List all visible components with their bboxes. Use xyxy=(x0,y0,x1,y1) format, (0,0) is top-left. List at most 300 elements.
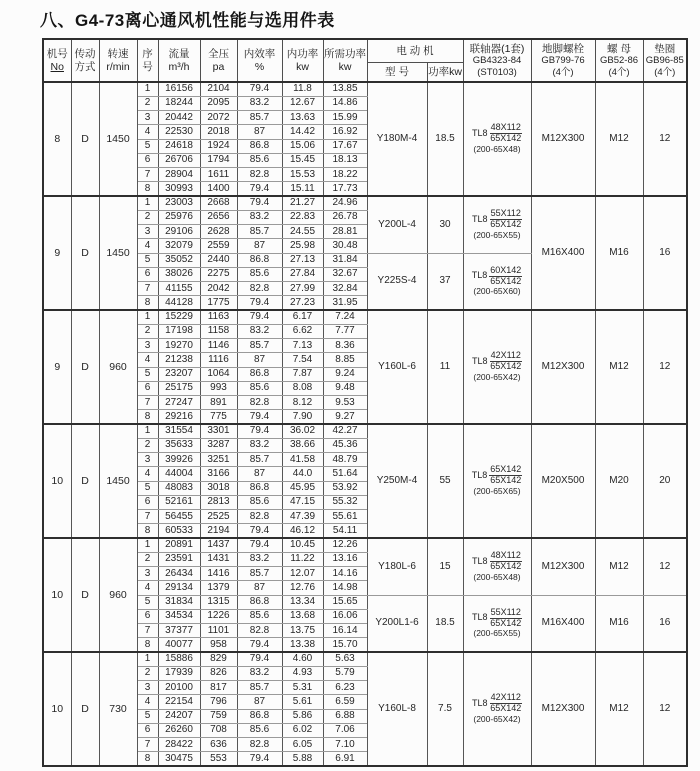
cell-seq: 6 xyxy=(137,723,158,737)
cell-motor-model: Y160L-6 xyxy=(367,310,427,424)
coupling-top: 48X112 xyxy=(490,122,521,133)
header-text: GB96-85 xyxy=(645,55,684,67)
coupling-spec xyxy=(464,266,531,287)
cell-pressure: 2656 xyxy=(200,210,237,224)
cell-flow: 56455 xyxy=(158,510,200,524)
cell-pressure: 2194 xyxy=(200,524,237,538)
cell-coupling xyxy=(463,652,531,766)
cell-motor-power: 11 xyxy=(427,310,463,424)
cell-flow: 41155 xyxy=(158,282,200,296)
cell-flow: 23591 xyxy=(158,552,200,566)
cell-bolt: M16X400 xyxy=(531,595,595,652)
cell-required-power: 6.23 xyxy=(323,681,367,695)
cell-seq: 8 xyxy=(137,296,158,310)
cell-seq: 4 xyxy=(137,353,158,367)
cell-flow: 35052 xyxy=(158,253,200,267)
cell-seq: 1 xyxy=(137,310,158,324)
header-text: 流量 xyxy=(168,48,190,61)
cell-internal-power: 8.08 xyxy=(282,381,323,395)
cell-seq: 7 xyxy=(137,510,158,524)
cell-internal-power: 12.07 xyxy=(282,567,323,581)
cell-internal-power: 25.98 xyxy=(282,239,323,253)
cell-seq: 8 xyxy=(137,524,158,538)
cell-motor-power: 18.5 xyxy=(427,595,463,652)
cell-seq: 3 xyxy=(137,225,158,239)
header-text: pa xyxy=(212,60,225,73)
header-text: 转速 xyxy=(107,48,129,61)
cell-flow: 32079 xyxy=(158,239,200,253)
cell-flow: 29134 xyxy=(158,581,200,595)
coupling-note: (200-65X55) xyxy=(473,229,521,240)
cell-internal-power: 47.15 xyxy=(282,495,323,509)
cell-seq: 5 xyxy=(137,595,158,609)
header-text: m³/h xyxy=(168,60,190,73)
header-text: 号 xyxy=(142,60,153,73)
cell-drive: D xyxy=(71,652,99,766)
cell-coupling xyxy=(463,424,531,538)
cell-pressure: 2559 xyxy=(200,239,237,253)
table-row xyxy=(43,310,687,324)
cell-seq: 7 xyxy=(137,168,158,182)
cell-efficiency: 87 xyxy=(237,353,282,367)
cell-flow: 40077 xyxy=(158,638,200,652)
cell-efficiency: 82.8 xyxy=(237,624,282,638)
cell-speed: 1450 xyxy=(99,82,137,196)
cell-seq: 7 xyxy=(137,282,158,296)
cell-internal-power: 12.67 xyxy=(282,96,323,110)
cell-efficiency: 86.8 xyxy=(237,595,282,609)
cell-internal-power: 5.61 xyxy=(282,695,323,709)
coupling-note: (200-65X48) xyxy=(473,144,521,155)
cell-efficiency: 79.4 xyxy=(237,410,282,424)
cell-pressure: 2813 xyxy=(200,495,237,509)
table-row xyxy=(43,196,687,210)
col-header-washer xyxy=(643,39,687,82)
cell-efficiency: 86.8 xyxy=(237,709,282,723)
coupling-prefix: TL8 xyxy=(471,270,488,281)
cell-efficiency: 83.2 xyxy=(237,666,282,680)
cell-efficiency: 85.7 xyxy=(237,225,282,239)
cell-pressure: 2072 xyxy=(200,111,237,125)
coupling-bottom: 65X142 xyxy=(490,561,522,572)
table-row xyxy=(43,82,687,96)
cell-motor-model: Y200L-4 xyxy=(367,196,427,253)
cell-coupling xyxy=(463,82,531,196)
cell-flow: 35633 xyxy=(158,438,200,452)
header-text: 传动 xyxy=(74,48,96,61)
cell-pressure: 1416 xyxy=(200,567,237,581)
cell-pressure: 1315 xyxy=(200,595,237,609)
header-text: 全压 xyxy=(208,48,229,61)
cell-flow: 21238 xyxy=(158,353,200,367)
header-text: (4个) xyxy=(608,66,630,78)
table-row xyxy=(43,595,687,609)
cell-efficiency: 85.7 xyxy=(237,339,282,353)
cell-drive: D xyxy=(71,82,99,196)
cell-pressure: 1775 xyxy=(200,296,237,310)
cell-pressure: 2018 xyxy=(200,125,237,139)
cell-flow: 26260 xyxy=(158,723,200,737)
cell-seq: 6 xyxy=(137,267,158,281)
cell-required-power: 17.67 xyxy=(323,139,367,153)
cell-flow: 29216 xyxy=(158,410,200,424)
cell-seq: 5 xyxy=(137,481,158,495)
coupling-spec xyxy=(464,693,531,714)
cell-coupling xyxy=(463,310,531,424)
cell-bolt: M12X300 xyxy=(531,82,595,196)
cell-pressure: 3166 xyxy=(200,467,237,481)
cell-internal-power: 5.86 xyxy=(282,709,323,723)
cell-flow: 23003 xyxy=(158,196,200,210)
cell-internal-power: 6.05 xyxy=(282,738,323,752)
cell-seq: 6 xyxy=(137,495,158,509)
cell-internal-power: 11.22 xyxy=(282,552,323,566)
cell-pressure: 958 xyxy=(200,638,237,652)
cell-required-power: 6.91 xyxy=(323,752,367,766)
cell-seq: 1 xyxy=(137,82,158,96)
cell-washer: 20 xyxy=(643,424,687,538)
table-body xyxy=(43,82,687,766)
coupling-fraction xyxy=(490,209,522,230)
cell-efficiency: 85.6 xyxy=(237,609,282,623)
cell-required-power: 30.48 xyxy=(323,239,367,253)
cell-internal-power: 22.83 xyxy=(282,210,323,224)
cell-required-power: 5.79 xyxy=(323,666,367,680)
coupling-fraction xyxy=(490,608,522,629)
cell-seq: 5 xyxy=(137,709,158,723)
cell-nut: M12 xyxy=(595,538,643,595)
cell-required-power: 16.06 xyxy=(323,609,367,623)
coupling-bottom: 65X142 xyxy=(490,219,522,230)
cell-speed: 1450 xyxy=(99,196,137,310)
table-header xyxy=(43,39,687,82)
cell-pressure: 636 xyxy=(200,738,237,752)
cell-machine-no: 9 xyxy=(43,310,71,424)
col-header-nut xyxy=(595,39,643,82)
cell-washer: 12 xyxy=(643,538,687,595)
cell-flow: 37377 xyxy=(158,624,200,638)
cell-required-power: 42.27 xyxy=(323,424,367,438)
cell-flow: 20100 xyxy=(158,681,200,695)
cell-nut: M12 xyxy=(595,310,643,424)
cell-motor-power: 55 xyxy=(427,424,463,538)
cell-required-power: 53.92 xyxy=(323,481,367,495)
cell-seq: 4 xyxy=(137,125,158,139)
cell-pressure: 553 xyxy=(200,752,237,766)
cell-efficiency: 82.8 xyxy=(237,168,282,182)
cell-speed: 1450 xyxy=(99,424,137,538)
cell-flow: 31554 xyxy=(158,424,200,438)
cell-flow: 26434 xyxy=(158,567,200,581)
cell-required-power: 13.16 xyxy=(323,552,367,566)
table-row xyxy=(43,424,687,438)
cell-seq: 3 xyxy=(137,111,158,125)
cell-internal-power: 27.99 xyxy=(282,282,323,296)
cell-efficiency: 85.6 xyxy=(237,381,282,395)
cell-seq: 3 xyxy=(137,681,158,695)
col-header-motor-model: 型 号 xyxy=(367,62,427,82)
cell-flow: 52161 xyxy=(158,495,200,509)
cell-flow: 39926 xyxy=(158,453,200,467)
cell-flow: 25976 xyxy=(158,210,200,224)
cell-internal-power: 13.75 xyxy=(282,624,323,638)
cell-pressure: 1437 xyxy=(200,538,237,552)
cell-required-power: 31.95 xyxy=(323,296,367,310)
cell-flow: 34534 xyxy=(158,609,200,623)
cell-required-power: 28.81 xyxy=(323,225,367,239)
cell-internal-power: 15.53 xyxy=(282,168,323,182)
cell-pressure: 2668 xyxy=(200,196,237,210)
cell-drive: D xyxy=(71,310,99,424)
cell-pressure: 3251 xyxy=(200,453,237,467)
cell-washer: 12 xyxy=(643,82,687,196)
cell-pressure: 1101 xyxy=(200,624,237,638)
cell-internal-power: 5.88 xyxy=(282,752,323,766)
cell-pressure: 1431 xyxy=(200,552,237,566)
coupling-prefix: TL8 xyxy=(472,612,488,623)
cell-required-power: 18.22 xyxy=(323,168,367,182)
cell-flow: 17198 xyxy=(158,324,200,338)
coupling-prefix: TL8 xyxy=(472,555,488,566)
cell-pressure: 2628 xyxy=(200,225,237,239)
header-text: kw xyxy=(296,60,309,73)
header-text: % xyxy=(254,60,265,73)
cell-seq: 7 xyxy=(137,738,158,752)
cell-required-power: 14.86 xyxy=(323,96,367,110)
cell-seq: 4 xyxy=(137,239,158,253)
cell-seq: 2 xyxy=(137,210,158,224)
header-text: 序 xyxy=(142,48,153,61)
cell-seq: 4 xyxy=(137,695,158,709)
header-text: 螺 母 xyxy=(607,43,631,56)
cell-seq: 6 xyxy=(137,609,158,623)
cell-efficiency: 85.7 xyxy=(237,111,282,125)
coupling-top: 42X112 xyxy=(490,692,521,703)
cell-internal-power: 46.12 xyxy=(282,524,323,538)
coupling-spec xyxy=(464,551,531,572)
cell-motor-model: Y200L1-6 xyxy=(367,595,427,652)
cell-seq: 2 xyxy=(137,438,158,452)
cell-pressure: 759 xyxy=(200,709,237,723)
cell-seq: 2 xyxy=(137,666,158,680)
cell-internal-power: 8.12 xyxy=(282,396,323,410)
cell-internal-power: 7.13 xyxy=(282,339,323,353)
cell-washer: 16 xyxy=(643,595,687,652)
cell-internal-power: 13.63 xyxy=(282,111,323,125)
header-text: No xyxy=(50,60,64,73)
col-header-efficiency xyxy=(237,39,282,82)
header-text: 机号 xyxy=(46,48,68,61)
cell-flow: 29106 xyxy=(158,225,200,239)
cell-efficiency: 86.8 xyxy=(237,139,282,153)
coupling-top: 55X112 xyxy=(490,208,521,219)
cell-internal-power: 45.95 xyxy=(282,481,323,495)
header-text: 联轴器(1套) xyxy=(469,43,525,56)
cell-pressure: 2525 xyxy=(200,510,237,524)
cell-required-power: 26.78 xyxy=(323,210,367,224)
cell-internal-power: 11.8 xyxy=(282,82,323,96)
cell-required-power: 16.14 xyxy=(323,624,367,638)
cell-motor-power: 7.5 xyxy=(427,652,463,766)
cell-drive: D xyxy=(71,196,99,310)
cell-flow: 24618 xyxy=(158,139,200,153)
cell-required-power: 9.53 xyxy=(323,396,367,410)
coupling-bottom: 65X142 xyxy=(490,617,522,628)
cell-pressure: 993 xyxy=(200,381,237,395)
cell-internal-power: 36.02 xyxy=(282,424,323,438)
cell-efficiency: 83.2 xyxy=(237,552,282,566)
cell-required-power: 9.24 xyxy=(323,367,367,381)
cell-efficiency: 83.2 xyxy=(237,96,282,110)
coupling-fraction xyxy=(490,351,522,372)
cell-efficiency: 79.4 xyxy=(237,182,282,196)
cell-internal-power: 4.60 xyxy=(282,652,323,666)
cell-internal-power: 6.17 xyxy=(282,310,323,324)
cell-pressure: 1116 xyxy=(200,353,237,367)
cell-flow: 23207 xyxy=(158,367,200,381)
cell-internal-power: 10.45 xyxy=(282,538,323,552)
cell-seq: 8 xyxy=(137,182,158,196)
coupling-note: (200-65X55) xyxy=(473,628,521,639)
cell-internal-power: 13.68 xyxy=(282,609,323,623)
coupling-top: 65X142 xyxy=(490,464,522,475)
cell-required-power: 15.70 xyxy=(323,638,367,652)
cell-flow: 22530 xyxy=(158,125,200,139)
cell-motor-power: 15 xyxy=(427,538,463,595)
coupling-spec xyxy=(464,608,531,629)
cell-pressure: 1794 xyxy=(200,153,237,167)
col-header-motor-power: 功率kw xyxy=(427,62,463,82)
cell-flow: 31834 xyxy=(158,595,200,609)
header-text: kw xyxy=(338,60,352,73)
col-header-required-power xyxy=(323,39,367,82)
cell-seq: 7 xyxy=(137,624,158,638)
cell-bolt: M20X500 xyxy=(531,424,595,538)
cell-seq: 2 xyxy=(137,324,158,338)
cell-internal-power: 47.39 xyxy=(282,510,323,524)
cell-flow: 30993 xyxy=(158,182,200,196)
cell-required-power: 51.64 xyxy=(323,467,367,481)
cell-required-power: 8.36 xyxy=(323,339,367,353)
cell-efficiency: 85.6 xyxy=(237,723,282,737)
header-text: 地脚螺栓 xyxy=(542,43,584,56)
cell-coupling xyxy=(463,538,531,595)
cell-seq: 3 xyxy=(137,453,158,467)
cell-flow: 28422 xyxy=(158,738,200,752)
cell-efficiency: 87 xyxy=(237,239,282,253)
header-text: 内功率 xyxy=(286,48,319,61)
cell-motor-model: Y225S-4 xyxy=(367,253,427,310)
cell-pressure: 2095 xyxy=(200,96,237,110)
cell-internal-power: 27.84 xyxy=(282,267,323,281)
col-header-pressure xyxy=(200,39,237,82)
cell-pressure: 891 xyxy=(200,396,237,410)
cell-efficiency: 87 xyxy=(237,125,282,139)
cell-efficiency: 79.4 xyxy=(237,424,282,438)
cell-efficiency: 82.8 xyxy=(237,282,282,296)
cell-seq: 6 xyxy=(137,381,158,395)
cell-internal-power: 13.34 xyxy=(282,595,323,609)
header-text: GB799-76 xyxy=(541,55,585,67)
cell-required-power: 7.24 xyxy=(323,310,367,324)
coupling-top: 42X112 xyxy=(490,350,521,361)
cell-internal-power: 27.13 xyxy=(282,253,323,267)
cell-required-power: 48.79 xyxy=(323,453,367,467)
coupling-bottom: 65X142 xyxy=(490,475,522,486)
col-header-internal-power xyxy=(282,39,323,82)
cell-pressure: 1064 xyxy=(200,367,237,381)
cell-motor-model: Y250M-4 xyxy=(367,424,427,538)
cell-motor-model: Y160L-8 xyxy=(367,652,427,766)
coupling-spec xyxy=(464,123,531,144)
cell-efficiency: 79.4 xyxy=(237,752,282,766)
cell-machine-no: 10 xyxy=(43,652,71,766)
cell-flow: 15886 xyxy=(158,652,200,666)
cell-efficiency: 83.2 xyxy=(237,210,282,224)
cell-required-power: 12.26 xyxy=(323,538,367,552)
header-text: (ST0103) xyxy=(477,66,517,78)
cell-required-power: 55.32 xyxy=(323,495,367,509)
cell-pressure: 2042 xyxy=(200,282,237,296)
coupling-fraction xyxy=(490,551,522,572)
cell-pressure: 817 xyxy=(200,681,237,695)
cell-flow: 44128 xyxy=(158,296,200,310)
cell-flow: 60533 xyxy=(158,524,200,538)
cell-flow: 44004 xyxy=(158,467,200,481)
cell-flow: 27247 xyxy=(158,396,200,410)
cell-pressure: 1146 xyxy=(200,339,237,353)
cell-internal-power: 27.23 xyxy=(282,296,323,310)
cell-required-power: 24.96 xyxy=(323,196,367,210)
coupling-bottom: 65X142 xyxy=(490,275,522,286)
cell-required-power: 32.84 xyxy=(323,282,367,296)
cell-required-power: 6.59 xyxy=(323,695,367,709)
cell-efficiency: 87 xyxy=(237,581,282,595)
cell-seq: 8 xyxy=(137,638,158,652)
cell-flow: 26706 xyxy=(158,153,200,167)
cell-flow: 30475 xyxy=(158,752,200,766)
cell-pressure: 1163 xyxy=(200,310,237,324)
cell-coupling xyxy=(463,595,531,652)
cell-flow: 28904 xyxy=(158,168,200,182)
coupling-top: 60X142 xyxy=(490,264,522,275)
cell-coupling xyxy=(463,253,531,310)
cell-seq: 3 xyxy=(137,339,158,353)
cell-required-power: 7.77 xyxy=(323,324,367,338)
cell-flow: 19270 xyxy=(158,339,200,353)
cell-speed: 960 xyxy=(99,310,137,424)
cell-efficiency: 79.4 xyxy=(237,638,282,652)
cell-efficiency: 85.7 xyxy=(237,567,282,581)
cell-pressure: 829 xyxy=(200,652,237,666)
cell-flow: 48083 xyxy=(158,481,200,495)
cell-efficiency: 79.4 xyxy=(237,296,282,310)
cell-seq: 5 xyxy=(137,253,158,267)
cell-internal-power: 5.31 xyxy=(282,681,323,695)
coupling-note: (200-65X65) xyxy=(473,486,521,497)
cell-pressure: 796 xyxy=(200,695,237,709)
cell-motor-power: 37 xyxy=(427,253,463,310)
cell-required-power: 16.92 xyxy=(323,125,367,139)
col-header-seq xyxy=(137,39,158,82)
cell-bolt: M12X300 xyxy=(531,310,595,424)
cell-nut: M12 xyxy=(595,652,643,766)
header-text: 方式 xyxy=(74,60,96,73)
coupling-bottom: 65X142 xyxy=(490,361,522,372)
cell-seq: 7 xyxy=(137,396,158,410)
header-text: 内效率 xyxy=(243,48,276,61)
cell-internal-power: 7.54 xyxy=(282,353,323,367)
